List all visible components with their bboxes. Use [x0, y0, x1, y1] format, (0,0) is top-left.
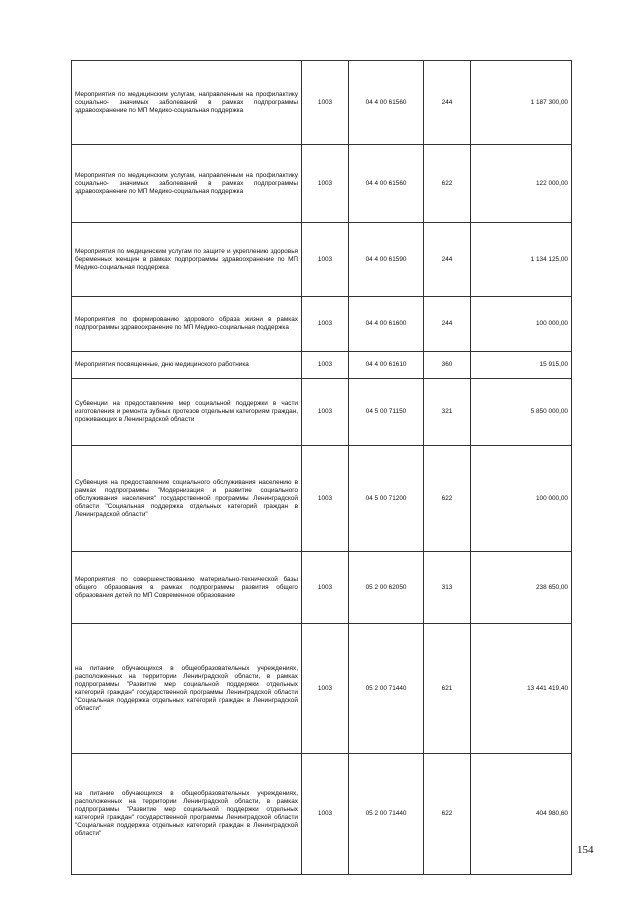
row-expense-type: 244: [424, 223, 471, 297]
row-target-item: 05 2 00 71440: [349, 754, 424, 875]
table-row: [72, 297, 572, 352]
row-description: Мероприятия по медицинским услугам по защите и укреплению здоровья беременных женщин в рамках подпрограммы здравоохранение по МП Медико-социальная поддержка: [72, 223, 302, 297]
row-expense-type: 621: [424, 624, 471, 754]
row-target-item: 04 4 00 61590: [349, 223, 424, 297]
row-description: на питание обучающихся в общеобразовательных учреждениях, расположенных на территории Ленинградской области, в рамках подпрограммы "Развитие мер социальной поддержки отдельных категорий граждан" государственной программы Ленинградской области "Социальная поддержка отдельных категорий граждан в Ленинградской области": [72, 754, 302, 875]
row-expense-type: 244: [424, 297, 471, 352]
row-amount: 122 000,00: [471, 145, 572, 223]
row-target-item: 05 2 00 62050: [349, 552, 424, 624]
row-section-code: 1003: [302, 379, 349, 446]
table-row: [72, 352, 572, 379]
page-number: 154: [577, 844, 594, 856]
row-description: на питание обучающихся в общеобразовательных учреждениях, расположенных на территории Ленинградской области, в рамках подпрограммы "Развитие мер социальной поддержки отдельных категорий граждан" государственной программы Ленинградской области "Социальная поддержка отдельных категорий граждан в Ленинградской области": [72, 624, 302, 754]
row-expense-type: 622: [424, 145, 471, 223]
row-expense-type: 622: [424, 446, 471, 552]
row-target-item: 04 5 00 71200: [349, 446, 424, 552]
row-target-item: 04 4 00 61600: [349, 297, 424, 352]
row-description: Субвенции на предоставление мер социальной поддержки в части изготовления и ремонта зубных протезов отдельным категориям граждан, проживающих в Ленинградской области: [72, 379, 302, 446]
row-section-code: 1003: [302, 61, 349, 145]
row-description: Мероприятия по медицинским услугам, направленным на профилактику социально- значимых заболеваний в рамках подпрограммы здравоохранение по МП Медико-социальная поддержка: [72, 61, 302, 145]
table-row: [72, 624, 572, 754]
row-expense-type: 622: [424, 754, 471, 875]
table-row: [72, 446, 572, 552]
row-section-code: 1003: [302, 754, 349, 875]
row-amount: 100 000,00: [471, 297, 572, 352]
row-amount: 1 134 125,00: [471, 223, 572, 297]
row-expense-type: 313: [424, 552, 471, 624]
row-amount: 100 000,00: [471, 446, 572, 552]
row-target-item: 05 2 00 71440: [349, 624, 424, 754]
row-section-code: 1003: [302, 352, 349, 379]
row-amount: 238 650,00: [471, 552, 572, 624]
table-row: [72, 145, 572, 223]
row-amount: 15 915,00: [471, 352, 572, 379]
row-amount: 1 187 300,00: [471, 61, 572, 145]
row-section-code: 1003: [302, 145, 349, 223]
row-section-code: 1003: [302, 446, 349, 552]
row-expense-type: 244: [424, 61, 471, 145]
row-target-item: 04 4 00 61610: [349, 352, 424, 379]
row-section-code: 1003: [302, 223, 349, 297]
row-description: Мероприятия посвященные, дню медицинского работника: [72, 352, 302, 379]
row-section-code: 1003: [302, 624, 349, 754]
table-row: [72, 223, 572, 297]
row-description: Субвенция на предоставление социального обслуживания населению в рамках подпрограммы "Модернизация и развитие социального обслуживания населения" государственной программы Ленинградской области "Социальная поддержка отдельных категорий граждан в Ленинградской области": [72, 446, 302, 552]
row-section-code: 1003: [302, 297, 349, 352]
table-row: [72, 61, 572, 145]
row-target-item: 04 5 00 71150: [349, 379, 424, 446]
row-amount: 13 441 419,40: [471, 624, 572, 754]
row-target-item: 04 4 00 61560: [349, 61, 424, 145]
row-description: Мероприятия по совершенствованию материально-технической базы общего образования в рамках подпрограммы развития общего образования детей по МП Современное образование: [72, 552, 302, 624]
row-amount: 5 850 000,00: [471, 379, 572, 446]
row-target-item: 04 4 00 61560: [349, 145, 424, 223]
row-description: Мероприятия по медицинским услугам, направленным на профилактику социально- значимых заболеваний в рамках подпрограммы здравоохранение по МП Медико-социальная поддержка: [72, 145, 302, 223]
table-row: [72, 754, 572, 875]
budget-table: [71, 60, 572, 875]
row-amount: 404 980,60: [471, 754, 572, 875]
row-section-code: 1003: [302, 552, 349, 624]
table-row: [72, 552, 572, 624]
row-description: Мероприятия по формированию здорового образа жизни в рамках подпрограммы здравоохранение по МП Медико-социальная поддержка: [72, 297, 302, 352]
row-expense-type: 321: [424, 379, 471, 446]
table-row: [72, 379, 572, 446]
row-expense-type: 360: [424, 352, 471, 379]
